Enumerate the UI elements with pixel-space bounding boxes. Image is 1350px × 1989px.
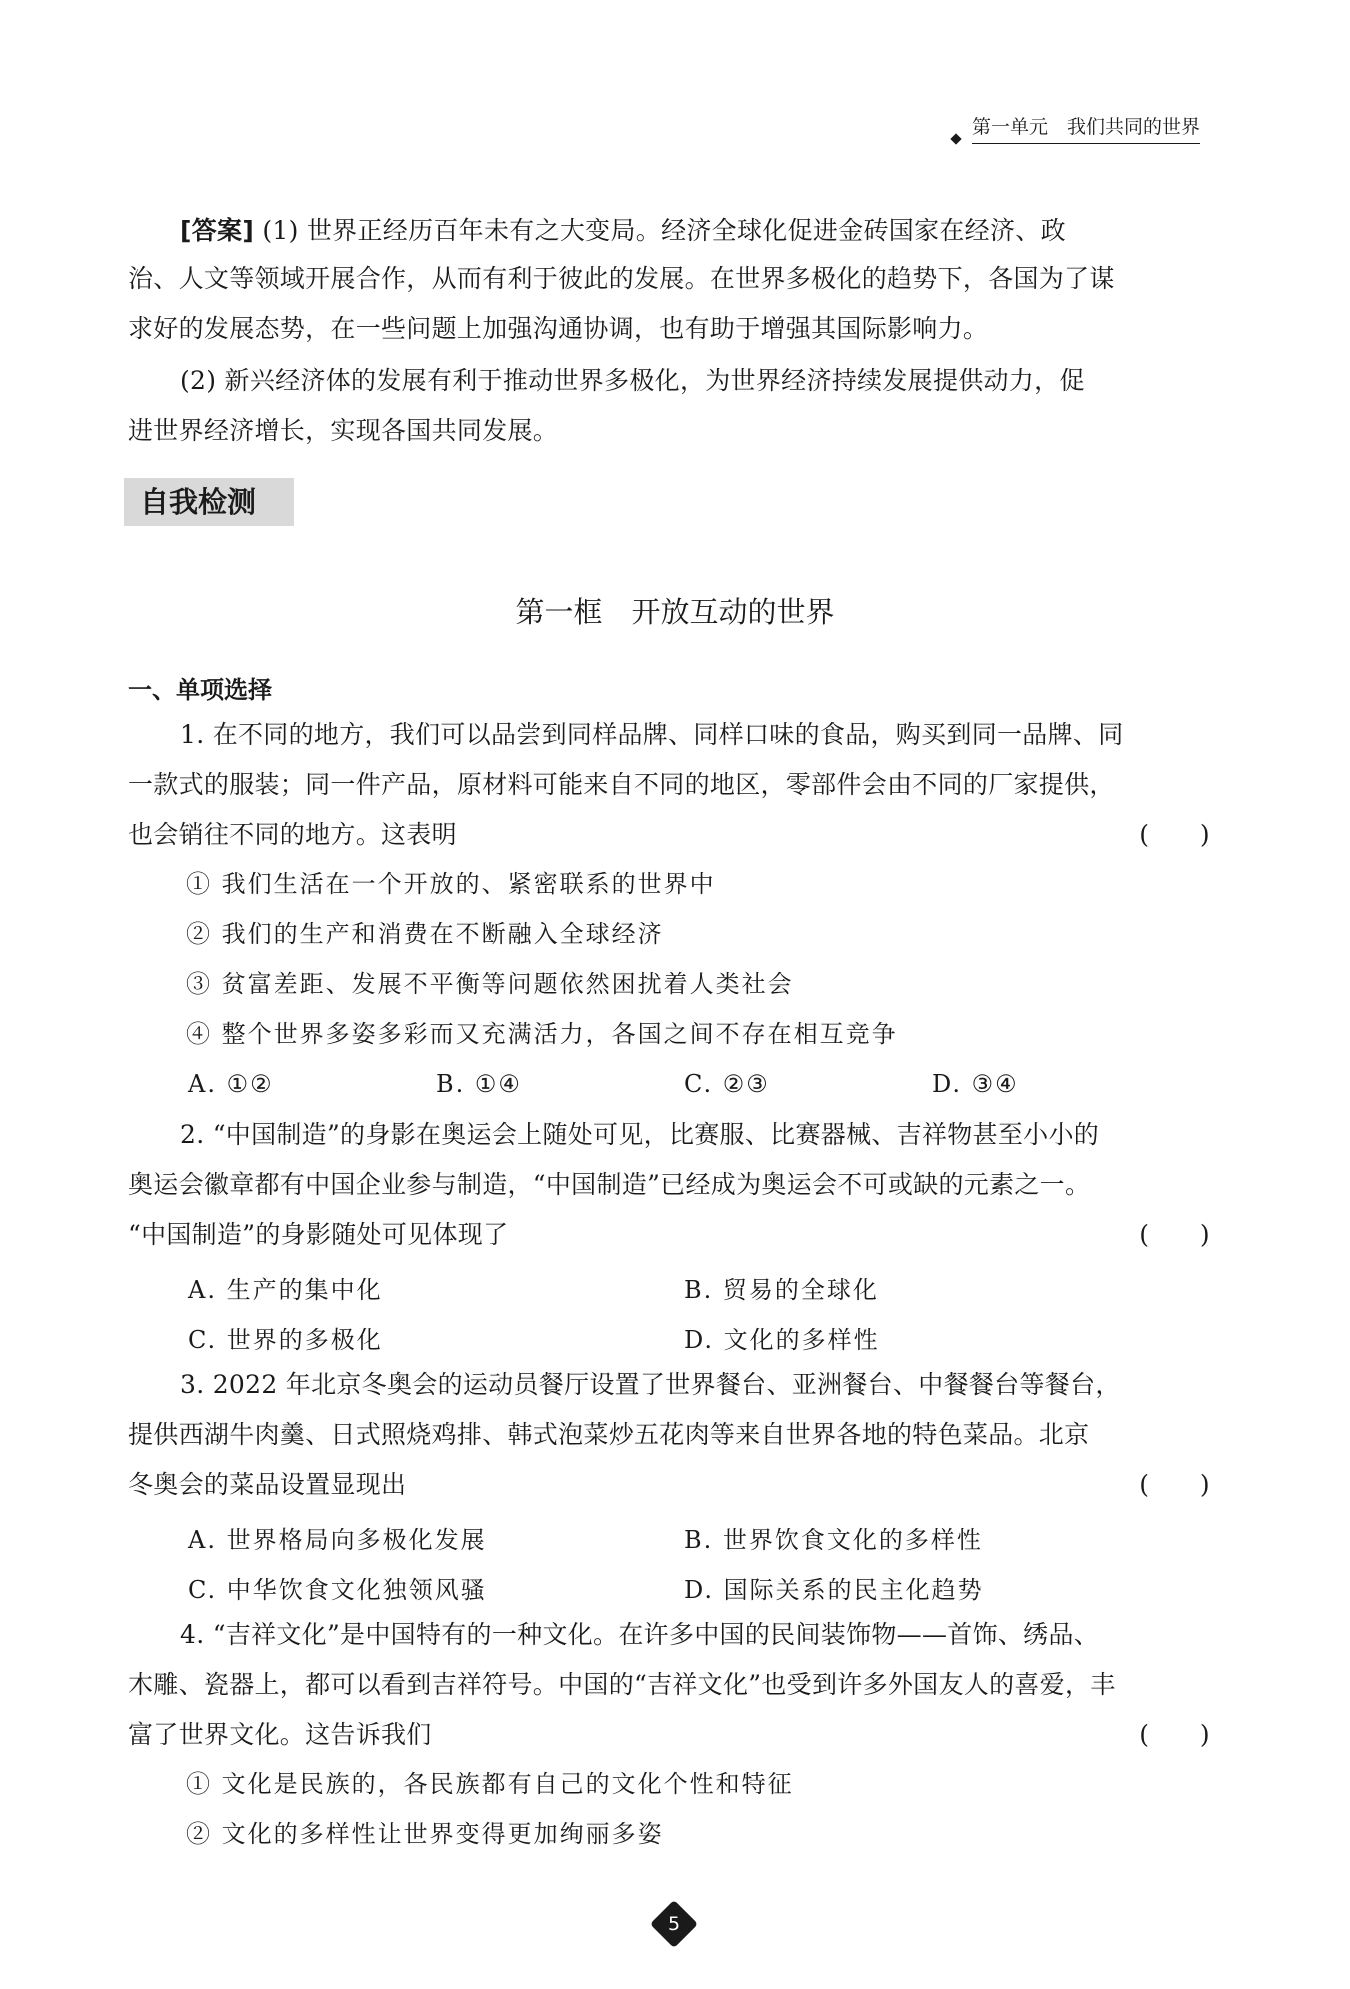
q1-stem-end: 也会销往不同的地方。这表明 (128, 820, 457, 849)
q3-option-b: B. 世界饮食文化的多样性 (684, 1526, 983, 1554)
q1-option-a: A. ①② (188, 1070, 274, 1098)
q3-option-c: C. 中华饮食文化独领风骚 (188, 1576, 487, 1604)
q1-statement-3: ③ 贫富差距、发展不平衡等问题依然困扰着人类社会 (186, 970, 794, 998)
q1-statement-4: ④ 整个世界多姿多彩而又充满活力，各国之间不存在相互竞争 (186, 1020, 898, 1048)
page-number: 5 (667, 1913, 681, 1935)
q3-line-3 (128, 1470, 1210, 1500)
q2-option-b: B. 贸易的全球化 (684, 1276, 879, 1304)
q4-statement-1: ① 文化是民族的，各民族都有自己的文化个性和特征 (186, 1770, 794, 1798)
section-title: 自我检测 (140, 485, 257, 519)
q4-statement-2: ② 文化的多样性让世界变得更加绚丽多姿 (186, 1820, 664, 1848)
q3-option-a: A. 世界格局向多极化发展 (188, 1526, 487, 1554)
q1-option-b: B. ①④ (436, 1070, 522, 1098)
answer-line-2: 治、人文等领域开展合作，从而有利于彼此的发展。在世界多极化的趋势下，各国为了谋 (128, 264, 1115, 293)
answer-blank: ( ) (1139, 1720, 1210, 1749)
q3-stem-end: 冬奥会的菜品设置显现出 (128, 1470, 407, 1499)
q1-line-2: 一款式的服装；同一件产品，原材料可能来自不同的地区，零部件会由不同的厂家提供， (128, 770, 1115, 799)
running-header-title: 第一单元 我们共同的世界 (972, 112, 1200, 144)
q4-line-3 (128, 1720, 1210, 1750)
q2-option-d: D. 文化的多样性 (684, 1326, 880, 1354)
q1-option-c: C. ②③ (684, 1070, 770, 1098)
answer-tag: [答案] (180, 216, 255, 245)
q1-statement-2: ② 我们的生产和消费在不断融入全球经济 (186, 920, 664, 948)
q4-stem-end: 富了世界文化。这告诉我们 (128, 1720, 432, 1749)
answer-line-5: 进世界经济增长，实现各国共同发展。 (128, 416, 559, 445)
running-header (952, 112, 1200, 144)
answer-blank: ( ) (1139, 1470, 1210, 1499)
frame-title: 第一框 开放互动的世界 (515, 595, 835, 629)
page-number-badge (650, 1900, 698, 1948)
q2-option-c: C. 世界的多极化 (188, 1326, 383, 1354)
answer-blank: ( ) (1139, 1220, 1210, 1249)
q3-line-2: 提供西湖牛肉羹、日式照烧鸡排、韩式泡菜炒五花肉等来自世界各地的特色菜品。北京 (128, 1420, 1090, 1449)
answer-line-3: 求好的发展态势，在一些问题上加强沟通协调，也有助于增强其国际影响力。 (128, 314, 989, 343)
q4-line-2: 木雕、瓷器上，都可以看到吉祥符号。中国的“吉祥文化”也受到许多外国友人的喜爱，丰 (128, 1670, 1116, 1699)
answer-blank: ( ) (1139, 820, 1210, 849)
q1-option-d: D. ③④ (932, 1070, 1019, 1098)
q2-stem-end: “中国制造”的身影随处可见体现了 (128, 1220, 509, 1249)
q3-line-1: 3. 2022 年北京冬奥会的运动员餐厅设置了世界餐台、亚洲餐台、中餐餐台等餐台， (180, 1370, 1121, 1399)
answer-text: (1) 世界正经历百年未有之大变局。经济全球化促进金砖国家在经济、政 (262, 216, 1066, 245)
q1-line-3 (128, 820, 1210, 850)
q4-line-1: 4. “吉祥文化”是中国特有的一种文化。在许多中国的民间装饰物——首饰、绣品、 (180, 1620, 1100, 1649)
q1-statement-1: ① 我们生活在一个开放的、紧密联系的世界中 (186, 870, 716, 898)
q2-line-2: 奥运会徽章都有中国企业参与制造，“中国制造”已经成为奥运会不可或缺的元素之一。 (128, 1170, 1091, 1199)
q1-line-1: 1. 在不同的地方，我们可以品尝到同样品牌、同样口味的食品，购买到同一品牌、同 (180, 720, 1124, 749)
part-title: 一、单项选择 (128, 676, 272, 704)
diamond-bullet-icon (950, 133, 961, 144)
answer-line-1 (180, 216, 1262, 246)
q3-option-d: D. 国际关系的民主化趋势 (684, 1576, 984, 1604)
answer-line-4: (2) 新兴经济体的发展有利于推动世界多极化，为世界经济持续发展提供动力，促 (180, 366, 1085, 395)
q2-line-3 (128, 1220, 1210, 1250)
q2-line-1: 2. “中国制造”的身影在奥运会上随处可见，比赛服、比赛器械、吉祥物甚至小小的 (180, 1120, 1100, 1149)
q2-option-a: A. 生产的集中化 (188, 1276, 383, 1304)
